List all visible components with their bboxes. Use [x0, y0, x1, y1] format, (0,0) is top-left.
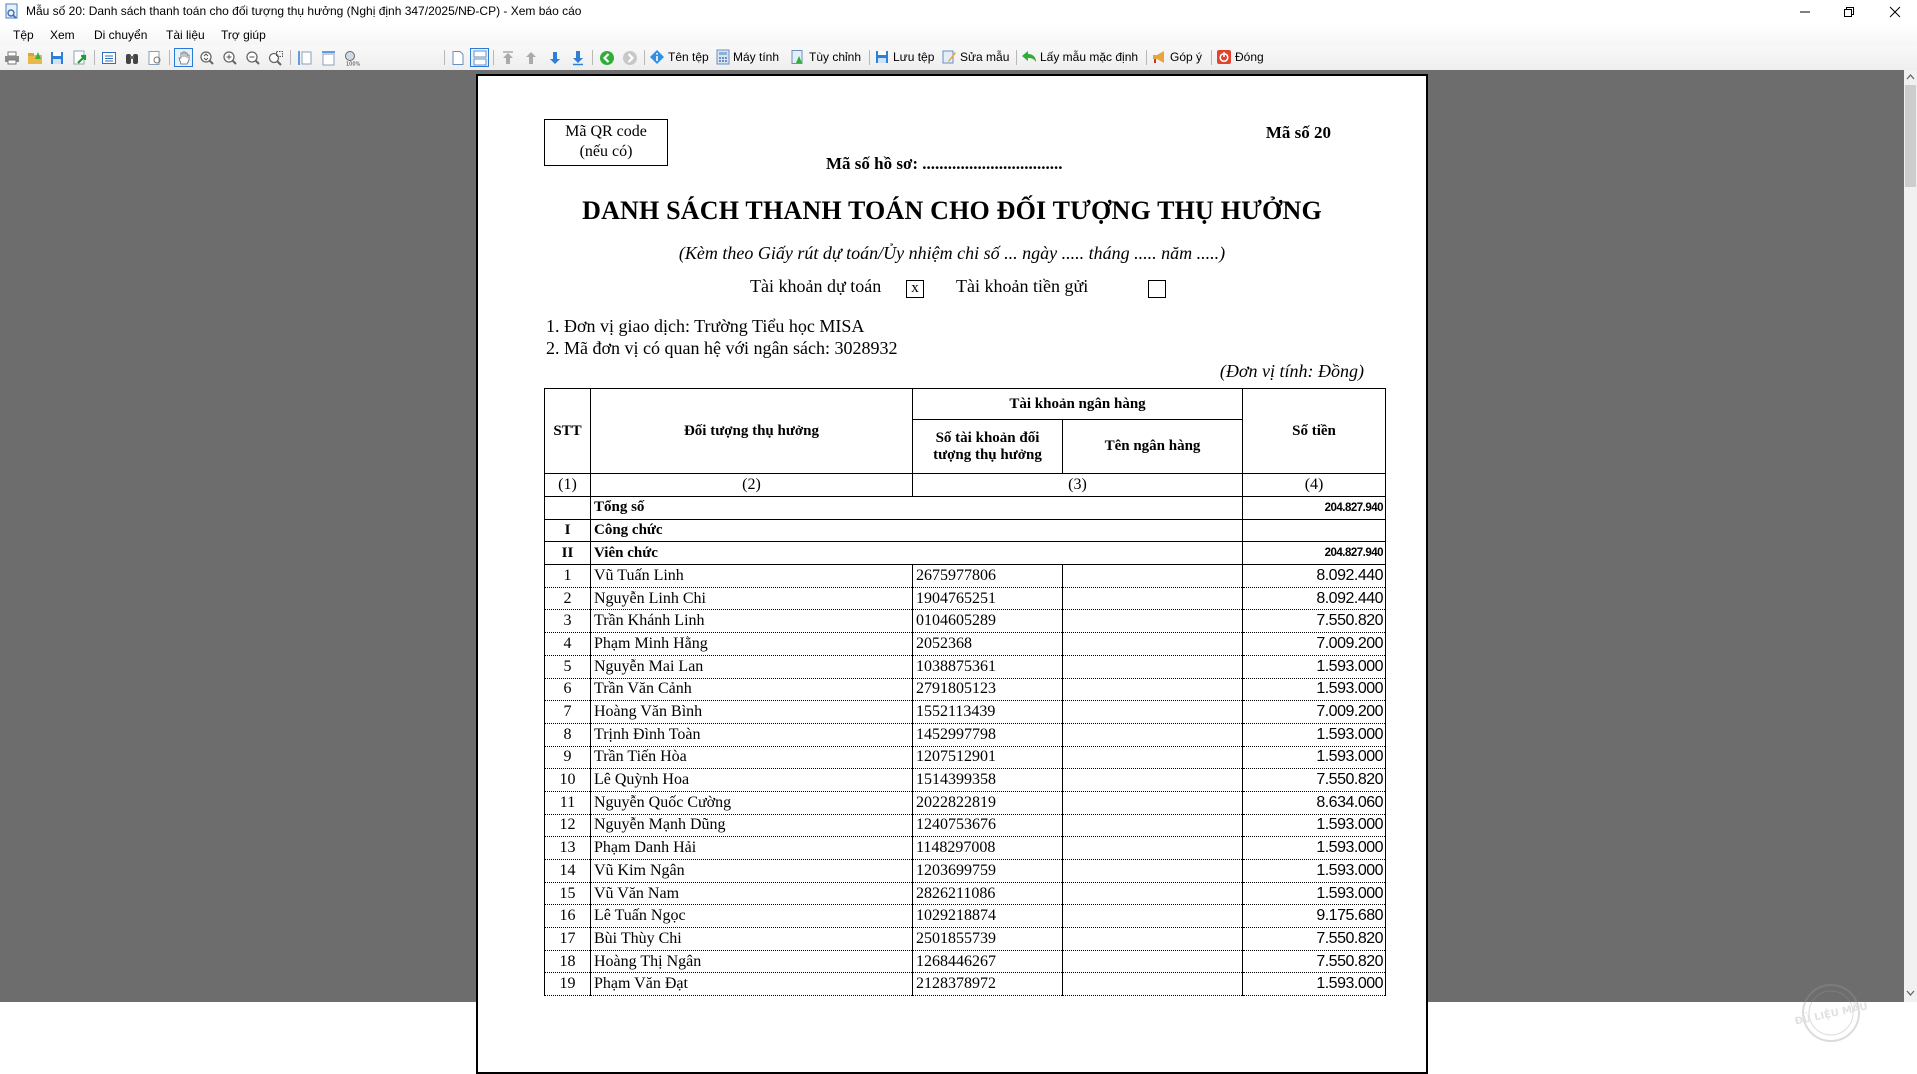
- row-account-number: 2052368: [913, 633, 1063, 656]
- table-row: [545, 791, 1386, 814]
- row-name: Phạm Văn Đạt: [591, 973, 913, 996]
- single-page-button[interactable]: [448, 48, 467, 67]
- total-amount: 204.827.940: [1243, 497, 1386, 520]
- app-icon: [4, 3, 20, 20]
- row-amount: 7.550.820: [1243, 928, 1386, 951]
- arrow-down-icon: [547, 50, 563, 66]
- row-account-number: 1904765251: [913, 587, 1063, 610]
- customize-label: Tùy chỉnh: [809, 50, 862, 64]
- qr-label-line1: Mã QR code: [565, 123, 647, 140]
- row-no: 14: [545, 860, 591, 883]
- scroll-down-icon[interactable]: [1906, 990, 1915, 997]
- column-number: (3): [913, 474, 1243, 497]
- row-account-number: 2675977806: [913, 565, 1063, 588]
- row-bank-name: [1063, 655, 1243, 678]
- row-amount: 8.092.440: [1243, 565, 1386, 588]
- save-button[interactable]: [47, 48, 66, 67]
- header-account-number-line1: Số tài khoản đối: [935, 429, 1040, 446]
- table-row: [545, 882, 1386, 905]
- toolbar: [0, 45, 1917, 70]
- row-name: Nguyễn Mạnh Dũng: [591, 814, 913, 837]
- row-account-number: 2022822819: [913, 791, 1063, 814]
- column-number: (4): [1243, 474, 1386, 497]
- row-name: Bùi Thùy Chi: [591, 928, 913, 951]
- row-amount: 8.634.060: [1243, 791, 1386, 814]
- zoom-fit-button[interactable]: [197, 48, 216, 67]
- file-name-label: Tên tệp: [668, 50, 709, 64]
- group-row: [545, 542, 1386, 565]
- actual-size-button[interactable]: [341, 48, 360, 67]
- row-no: 1: [545, 565, 591, 588]
- table-row: [545, 746, 1386, 769]
- zoom-area-button[interactable]: [266, 48, 285, 67]
- row-account-number: 1240753676: [913, 814, 1063, 837]
- row-amount: 1.593.000: [1243, 678, 1386, 701]
- table-row: [545, 610, 1386, 633]
- menu-view[interactable]: Xem: [50, 28, 75, 42]
- row-amount: 1.593.000: [1243, 723, 1386, 746]
- budget-unit-code: 2. Mã đơn vị có quan hệ với ngân sách: 3028932: [546, 338, 898, 358]
- continuous-page-button[interactable]: [470, 48, 489, 67]
- row-account-number: 1552113439: [913, 701, 1063, 724]
- row-account-number: 2826211086: [913, 882, 1063, 905]
- row-bank-name: [1063, 769, 1243, 792]
- close-icon: [1889, 6, 1901, 18]
- row-account-number: 1514399358: [913, 769, 1063, 792]
- row-bank-name: [1063, 610, 1243, 633]
- edit-template-button[interactable]: [941, 49, 1009, 65]
- floppy-disk-icon: [49, 50, 65, 66]
- save-file-label: Lưu tệp: [893, 50, 935, 64]
- table-row: [545, 655, 1386, 678]
- column-number: (2): [591, 474, 913, 497]
- group-row: [545, 519, 1386, 542]
- row-account-number: 1207512901: [913, 746, 1063, 769]
- zoom-out-button[interactable]: [243, 48, 262, 67]
- single-page-icon: [450, 50, 466, 66]
- restore-button[interactable]: [1827, 0, 1871, 24]
- menu-file[interactable]: Tệp: [13, 28, 34, 42]
- default-template-label: Lấy mẫu mặc định: [1040, 50, 1139, 64]
- header-account-number-line2: tượng thụ hưởng: [933, 446, 1042, 463]
- row-amount: 7.550.820: [1243, 610, 1386, 633]
- report-viewport[interactable]: [0, 70, 1904, 1028]
- row-name: Phạm Minh Hằng: [591, 633, 913, 656]
- row-name: Nguyễn Linh Chi: [591, 587, 913, 610]
- row-bank-name: [1063, 701, 1243, 724]
- vertical-scrollbar[interactable]: [1904, 70, 1917, 1002]
- megaphone-icon: [1151, 49, 1167, 65]
- window-title: Mẫu số 20: Danh sách thanh toán cho đối tượng thụ hưởng (Nghị định 347/2025/NĐ-CP) - Xem báo cáo: [26, 4, 582, 18]
- binoculars-icon: [124, 50, 140, 66]
- file-name-button[interactable]: [649, 49, 709, 65]
- open-button[interactable]: [25, 48, 44, 67]
- row-amount: 1.593.000: [1243, 837, 1386, 860]
- row-account-number: 2128378972: [913, 973, 1063, 996]
- estimate-account-checkbox: x: [906, 280, 924, 298]
- row-bank-name: [1063, 565, 1243, 588]
- header-stt: STT: [545, 389, 591, 474]
- group-label: Viên chức: [591, 542, 1243, 565]
- list-view-icon: [101, 50, 117, 66]
- table-row: [545, 633, 1386, 656]
- last-page-icon: [570, 50, 586, 66]
- page-settings-icon: [147, 50, 163, 66]
- row-no: 16: [545, 905, 591, 928]
- table-row: [545, 769, 1386, 792]
- first-page-icon: [500, 50, 516, 66]
- last-page-button[interactable]: [568, 48, 587, 67]
- row-no: 8: [545, 723, 591, 746]
- calculator-button[interactable]: [716, 49, 779, 65]
- row-name: Nguyễn Mai Lan: [591, 655, 913, 678]
- group-no: I: [545, 519, 591, 542]
- row-account-number: 1203699759: [913, 860, 1063, 883]
- fit-page-height-icon: [297, 50, 313, 66]
- row-amount: 1.593.000: [1243, 814, 1386, 837]
- total-no: [545, 497, 591, 520]
- row-amount: 1.593.000: [1243, 973, 1386, 996]
- minimize-icon: [1799, 6, 1811, 18]
- group-label: Công chức: [591, 519, 1243, 542]
- menu-bar: [0, 24, 1917, 45]
- row-bank-name: [1063, 723, 1243, 746]
- feedback-label: Góp ý: [1170, 50, 1203, 64]
- total-row: [545, 497, 1386, 520]
- row-no: 4: [545, 633, 591, 656]
- info-icon: [649, 49, 665, 65]
- row-bank-name: [1063, 837, 1243, 860]
- row-account-number: 1038875361: [913, 655, 1063, 678]
- header-account-number: [913, 420, 1063, 474]
- row-bank-name: [1063, 905, 1243, 928]
- customize-button[interactable]: [790, 49, 861, 65]
- row-bank-name: [1063, 633, 1243, 656]
- menu-navigate[interactable]: Di chuyển: [94, 28, 148, 42]
- header-bank-account: Tài khoản ngân hàng: [913, 389, 1243, 420]
- row-name: Vũ Văn Nam: [591, 882, 913, 905]
- group-amount: [1243, 519, 1386, 542]
- row-no: 3: [545, 610, 591, 633]
- open-folder-icon: [27, 50, 43, 66]
- row-name: Vũ Tuấn Linh: [591, 565, 913, 588]
- row-name: Trịnh Đình Toàn: [591, 723, 913, 746]
- row-no: 5: [545, 655, 591, 678]
- file-number: Mã số hồ sơ: .................................: [826, 154, 1063, 173]
- edit-pencil-icon: [941, 49, 957, 65]
- menu-document[interactable]: Tài liệu: [166, 28, 205, 42]
- row-bank-name: [1063, 678, 1243, 701]
- row-amount: 8.092.440: [1243, 587, 1386, 610]
- row-bank-name: [1063, 882, 1243, 905]
- total-label: Tổng số: [591, 497, 1243, 520]
- row-bank-name: [1063, 587, 1243, 610]
- back-circle-icon: [599, 50, 615, 66]
- back-button[interactable]: [597, 48, 616, 67]
- fit-page-width-icon: [320, 50, 336, 66]
- row-bank-name: [1063, 814, 1243, 837]
- arrow-up-icon: [523, 50, 539, 66]
- scroll-up-icon[interactable]: [1906, 73, 1915, 80]
- printer-icon: [4, 50, 20, 66]
- row-name: Lê Tuấn Ngọc: [591, 905, 913, 928]
- undo-arrow-icon: [1021, 49, 1037, 65]
- feedback-button[interactable]: [1151, 49, 1202, 65]
- restore-icon: [1843, 6, 1855, 18]
- row-no: 10: [545, 769, 591, 792]
- row-account-number: 1268446267: [913, 950, 1063, 973]
- row-account-number: 0104605289: [913, 610, 1063, 633]
- row-amount: 1.593.000: [1243, 655, 1386, 678]
- zoom-in-icon: [222, 50, 238, 66]
- print-button[interactable]: [2, 48, 21, 67]
- save-file-button[interactable]: [874, 49, 934, 65]
- estimate-account-label: Tài khoản dự toán: [750, 276, 882, 296]
- row-name: Trần Khánh Linh: [591, 610, 913, 633]
- default-template-button[interactable]: [1021, 49, 1138, 65]
- row-bank-name: [1063, 791, 1243, 814]
- forward-circle-icon: [622, 50, 638, 66]
- forward-button[interactable]: [620, 48, 639, 67]
- table-row: [545, 723, 1386, 746]
- row-no: 18: [545, 950, 591, 973]
- menu-help[interactable]: Trợ giúp: [221, 28, 266, 42]
- header-amount: Số tiền: [1243, 389, 1386, 474]
- row-no: 12: [545, 814, 591, 837]
- row-account-number: 2791805123: [913, 678, 1063, 701]
- power-close-icon: [1216, 49, 1232, 65]
- table-row: [545, 928, 1386, 951]
- row-name: Lê Quỳnh Hoa: [591, 769, 913, 792]
- row-account-number: 1029218874: [913, 905, 1063, 928]
- row-bank-name: [1063, 973, 1243, 996]
- transaction-unit: 1. Đơn vị giao dịch: Trường Tiểu học MISA: [546, 316, 865, 336]
- qr-label-line2: (nếu có): [579, 143, 633, 160]
- svg-text:100%: 100%: [345, 61, 360, 67]
- first-page-button[interactable]: [498, 48, 517, 67]
- row-name: Vũ Kim Ngân: [591, 860, 913, 883]
- column-number-row: [545, 474, 1386, 497]
- close-report-label: Đóng: [1235, 50, 1264, 64]
- table-row: [545, 973, 1386, 996]
- row-no: 6: [545, 678, 591, 701]
- hand-icon: [176, 50, 192, 66]
- row-name: Nguyễn Quốc Cường: [591, 791, 913, 814]
- row-name: Trần Tiến Hòa: [591, 746, 913, 769]
- row-name: Phạm Danh Hải: [591, 837, 913, 860]
- row-no: 15: [545, 882, 591, 905]
- fit-width-button[interactable]: [318, 48, 337, 67]
- export-icon: [72, 50, 88, 66]
- table-row: [545, 587, 1386, 610]
- row-name: Hoàng Văn Bình: [591, 701, 913, 724]
- row-no: 11: [545, 791, 591, 814]
- column-number: (1): [545, 474, 591, 497]
- page-setup-button[interactable]: [145, 48, 164, 67]
- currency-unit: (Đơn vị tính: Đồng): [1219, 361, 1364, 381]
- row-amount: 7.009.200: [1243, 633, 1386, 656]
- row-account-number: 1452997798: [913, 723, 1063, 746]
- row-amount: 7.550.820: [1243, 769, 1386, 792]
- hand-tool-button[interactable]: [174, 48, 193, 67]
- previous-page-button[interactable]: [521, 48, 540, 67]
- row-account-number: 2501855739: [913, 928, 1063, 951]
- zoom-area-icon: [268, 50, 284, 66]
- row-no: 19: [545, 973, 591, 996]
- multi-page-icon: [472, 50, 488, 66]
- sample-data-watermark: [1786, 980, 1876, 1046]
- row-amount: 1.593.000: [1243, 882, 1386, 905]
- floppy-disk-icon: [874, 49, 890, 65]
- group-amount: 204.827.940: [1243, 542, 1386, 565]
- row-no: 17: [545, 928, 591, 951]
- deposit-account-checkbox: [1148, 280, 1166, 298]
- scrollbar-thumb[interactable]: [1905, 85, 1916, 187]
- row-no: 2: [545, 587, 591, 610]
- svg-text:ĐỦ LIỆU MẪU: ĐỦ LIỆU MẪU: [1793, 1001, 1869, 1028]
- row-no: 7: [545, 701, 591, 724]
- report-title: DANH SÁCH THANH TOÁN CHO ĐỐI TƯỢNG THỤ HƯỞNG: [582, 196, 1322, 225]
- table-row: [545, 837, 1386, 860]
- zoom-fit-icon: [199, 50, 215, 66]
- close-report-button[interactable]: [1216, 49, 1264, 65]
- row-bank-name: [1063, 860, 1243, 883]
- row-amount: 1.593.000: [1243, 746, 1386, 769]
- row-name: Trần Văn Cảnh: [591, 678, 913, 701]
- qr-code-box: [544, 119, 668, 166]
- table-row: [545, 950, 1386, 973]
- form-number: Mã số 20: [1265, 123, 1331, 142]
- table-row: [545, 678, 1386, 701]
- row-bank-name: [1063, 950, 1243, 973]
- fit-height-button[interactable]: [295, 48, 314, 67]
- customize-icon: [790, 49, 806, 65]
- table-row: [545, 565, 1386, 588]
- row-account-number: 1148297008: [913, 837, 1063, 860]
- header-bank-name: Tên ngân hàng: [1063, 420, 1243, 474]
- find-button[interactable]: [122, 48, 141, 67]
- table-row: [545, 905, 1386, 928]
- row-amount: 1.593.000: [1243, 860, 1386, 883]
- row-bank-name: [1063, 746, 1243, 769]
- outline-button[interactable]: [99, 48, 118, 67]
- row-amount: 7.550.820: [1243, 950, 1386, 973]
- row-no: 13: [545, 837, 591, 860]
- beneficiary-table: [544, 388, 1386, 996]
- row-amount: 7.009.200: [1243, 701, 1386, 724]
- title-bar: [0, 0, 1917, 24]
- zoom-out-icon: [245, 50, 261, 66]
- close-window-button[interactable]: [1873, 0, 1917, 24]
- row-name: Hoàng Thị Ngân: [591, 950, 913, 973]
- deposit-account-label: Tài khoản tiền gửi: [956, 276, 1089, 296]
- minimize-button[interactable]: [1783, 0, 1827, 24]
- next-page-button[interactable]: [545, 48, 564, 67]
- table-row: [545, 814, 1386, 837]
- row-no: 9: [545, 746, 591, 769]
- zoom-in-button[interactable]: [220, 48, 239, 67]
- table-row: [545, 701, 1386, 724]
- calculator-icon: [716, 49, 730, 65]
- table-row: [545, 860, 1386, 883]
- header-beneficiary: Đối tượng thụ hưởng: [591, 389, 913, 474]
- row-amount: 9.175.680: [1243, 905, 1386, 928]
- report-subtitle: (Kèm theo Giấy rút dự toán/Ủy nhiệm chi số ... ngày ..... tháng ..... năm .....): [678, 243, 1226, 263]
- zoom-100-icon: [343, 50, 359, 66]
- group-no: II: [545, 542, 591, 565]
- row-bank-name: [1063, 928, 1243, 951]
- calculator-label: Máy tính: [733, 50, 780, 64]
- report-page: [476, 74, 1428, 1074]
- edit-template-label: Sửa mẫu: [960, 50, 1010, 64]
- export-button[interactable]: [70, 48, 89, 67]
